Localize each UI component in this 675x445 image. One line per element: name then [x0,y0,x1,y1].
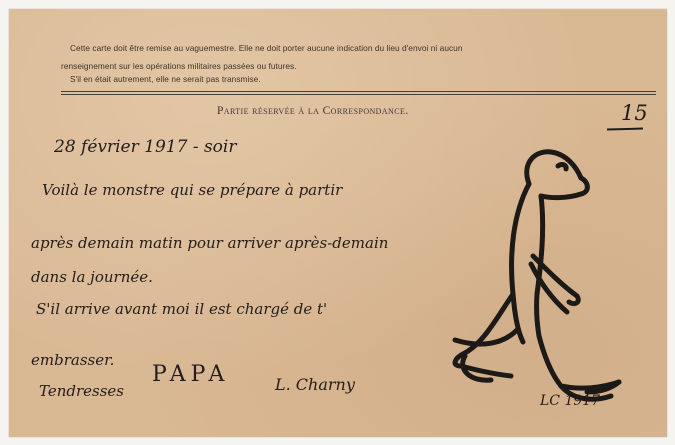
creature-back-foot [461,356,511,380]
divider-rule [61,91,656,92]
signature-papa: PAPA [152,362,230,387]
postcard [9,9,667,437]
divider-rule [61,94,656,95]
handwritten-line: S'il arrive avant moi il est chargé de t' [36,300,328,318]
notice-line-2: renseignement sur les opérations militaires passées ou futures. [61,61,297,71]
handwritten-line: après demain matin pour arriver après-demain [31,234,389,252]
artist-monogram: LC 1917 [540,393,601,409]
handwritten-date: 28 février 1917 - soir [54,137,237,157]
notice-line-1: Cette carte doit être remise au vaguemestre. Elle ne doit porter aucune indication du lieu d'envoi ni aucun [70,43,463,53]
handwritten-line: Voilà le monstre qui se prépare à partir [42,181,343,199]
handwritten-line: dans la journée. [31,268,153,286]
card-number: 15 [621,101,648,125]
section-heading: Partie réservée à la Correspondance. [217,105,409,117]
creature-back [512,184,529,342]
creature-eye [558,165,566,169]
creature-front-leg [539,336,619,388]
card-number-underline [607,128,643,131]
printed-notice [9,9,667,99]
creature-head [527,152,588,198]
handwritten-closing: Tendresses [39,382,124,400]
frog-creature-drawing [441,144,646,414]
handwritten-line: embrasser. [31,351,115,369]
notice-line-3: S'il en était autrement, elle ne serait pas transmise. [70,74,261,84]
signature-name: L. Charny [275,375,355,394]
